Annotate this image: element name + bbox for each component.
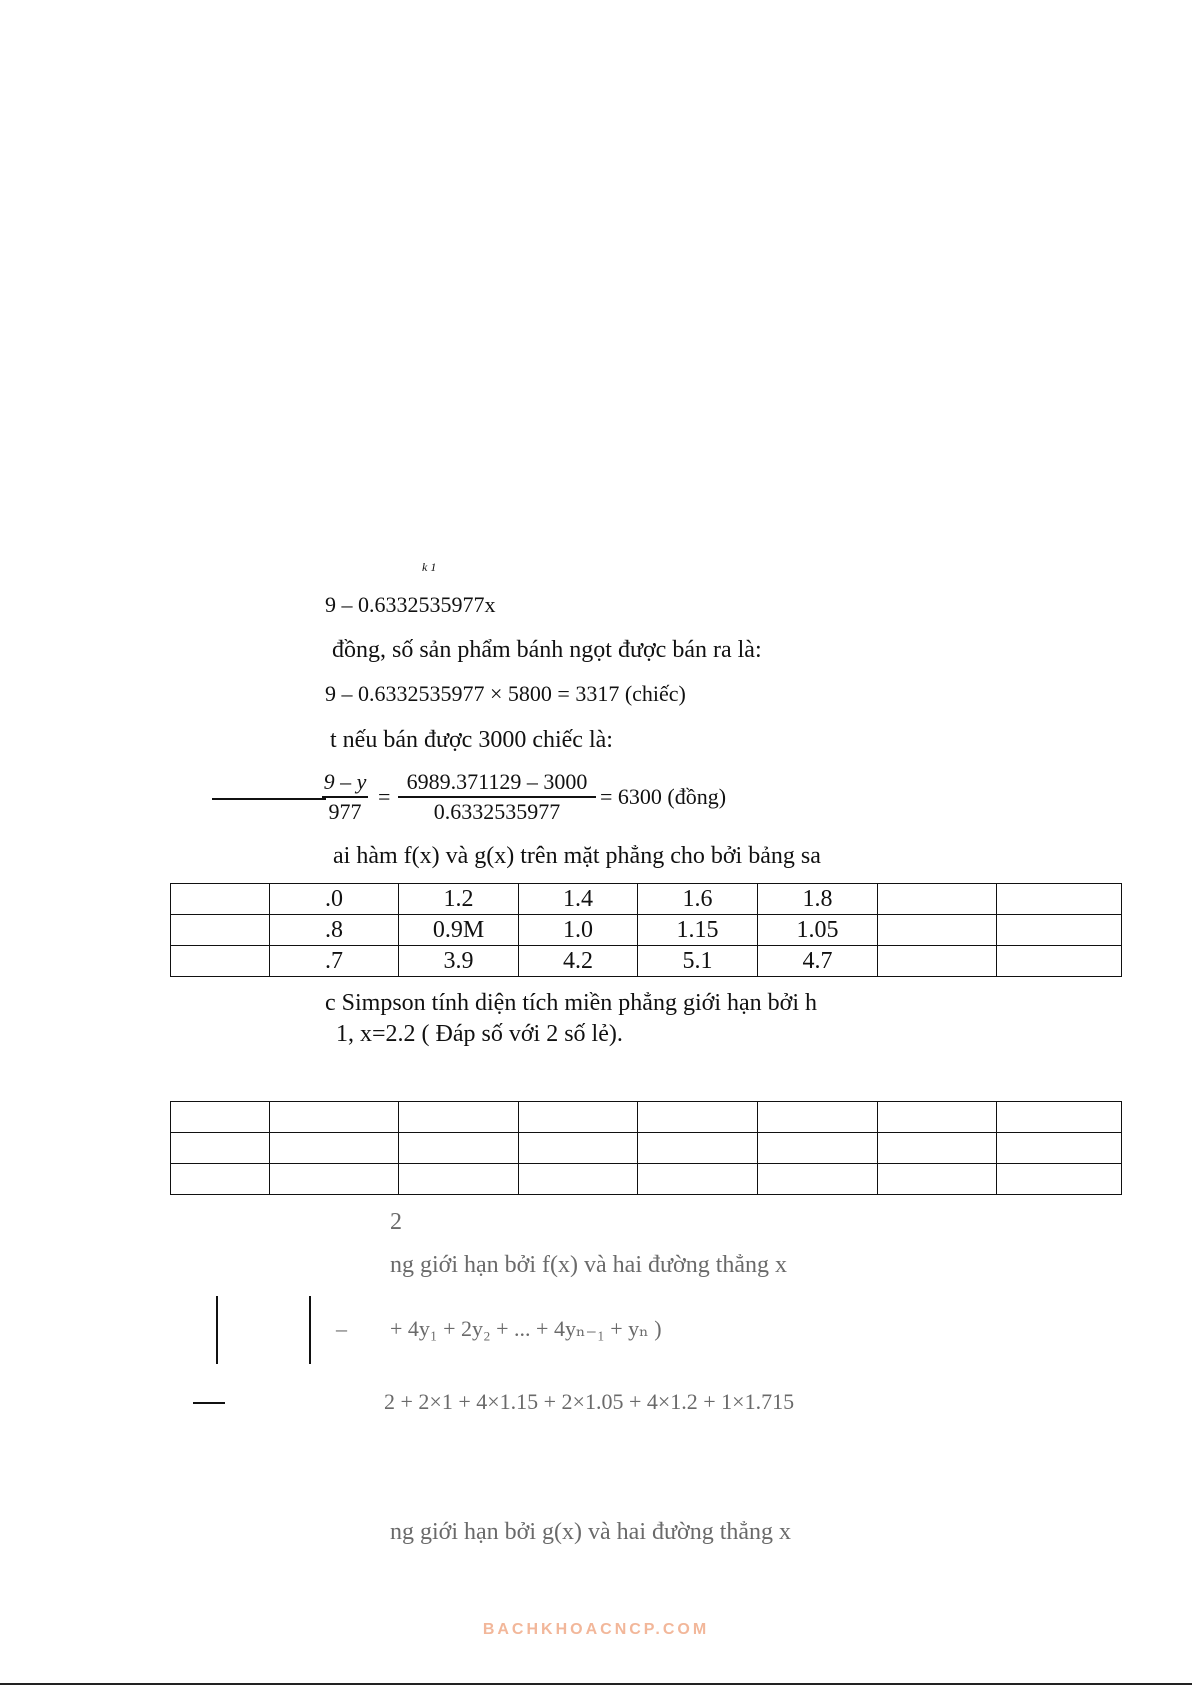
table-cell: 1.0 bbox=[519, 915, 638, 946]
table-row bbox=[171, 884, 1122, 915]
table-cell bbox=[399, 1102, 519, 1133]
table-cell bbox=[399, 1133, 519, 1164]
table-cell bbox=[997, 1164, 1122, 1195]
table-row bbox=[171, 915, 1122, 946]
table-cell bbox=[270, 1102, 399, 1133]
table-cell bbox=[878, 946, 997, 977]
table-cell bbox=[758, 1133, 878, 1164]
table-cell: 1.05 bbox=[758, 915, 878, 946]
simpson-formula: + 4y₁ + 2y₂ + ... + 4yₙ₋₁ + yₙ ) bbox=[390, 1316, 662, 1341]
simpson-calculation: 2 + 2×1 + 4×1.15 + 2×1.05 + 4×1.2 + 1×1.715 bbox=[384, 1389, 795, 1414]
table-cell bbox=[878, 1102, 997, 1133]
table-cell: 1.6 bbox=[638, 884, 758, 915]
number-two: 2 bbox=[390, 1209, 402, 1235]
table-cell bbox=[758, 1102, 878, 1133]
fraction-leading-rule bbox=[212, 798, 326, 800]
table-cell bbox=[878, 1133, 997, 1164]
table-row bbox=[171, 1133, 1122, 1164]
fraction-2-numerator: 6989.371129 – 3000 bbox=[406, 769, 588, 794]
table-cell bbox=[997, 1133, 1122, 1164]
table-cell bbox=[519, 1164, 638, 1195]
text-simpson-line-1: c Simpson tính diện tích miền phẳng giới hạn bởi h bbox=[325, 990, 817, 1016]
table-cell: 4.7 bbox=[758, 946, 878, 977]
left-bracket-line bbox=[216, 1296, 218, 1364]
table-cell bbox=[638, 1102, 758, 1133]
fraction-1-numerator: 9 – y bbox=[323, 769, 367, 794]
fraction-1-denominator: 977 bbox=[328, 798, 362, 824]
table-cell bbox=[399, 1164, 519, 1195]
table-cell: 1.8 bbox=[758, 884, 878, 915]
text-sell-line: t nếu bán được 3000 chiếc là: bbox=[330, 727, 613, 753]
text-price-line: đồng, số sản phẩm bánh ngọt được bán ra là: bbox=[332, 637, 762, 663]
table-cell bbox=[997, 946, 1122, 977]
empty-table bbox=[170, 1101, 1122, 1195]
table-cell bbox=[878, 915, 997, 946]
table-cell: .0 bbox=[270, 884, 399, 915]
fraction-1 bbox=[322, 768, 368, 826]
table-cell: 1.4 bbox=[519, 884, 638, 915]
table-cell: 5.1 bbox=[638, 946, 758, 977]
table-cell bbox=[519, 1133, 638, 1164]
superscript-k1: k 1 bbox=[422, 560, 437, 574]
table-cell bbox=[638, 1164, 758, 1195]
table-cell bbox=[519, 1102, 638, 1133]
fraction-2 bbox=[398, 768, 596, 826]
table-cell bbox=[878, 1164, 997, 1195]
fraction-short-rule bbox=[193, 1402, 225, 1404]
table-cell: 3.9 bbox=[399, 946, 519, 977]
table-cell bbox=[638, 1133, 758, 1164]
table-cell bbox=[171, 946, 270, 977]
equation-result: = 6300 (đồng) bbox=[600, 784, 727, 809]
table-cell bbox=[171, 1102, 270, 1133]
table-cell: 1.15 bbox=[638, 915, 758, 946]
equals-sign: = bbox=[378, 784, 391, 809]
table-cell: 1.2 bbox=[399, 884, 519, 915]
table-row bbox=[171, 1164, 1122, 1195]
table-row bbox=[171, 1102, 1122, 1133]
table-cell bbox=[758, 1164, 878, 1195]
fraction-2-denominator: 0.6332535977 bbox=[433, 798, 561, 824]
values-table bbox=[170, 883, 1122, 977]
text-area-gx: ng giới hạn bởi g(x) và hai đường thẳng x bbox=[390, 1519, 792, 1545]
table-cell bbox=[270, 1133, 399, 1164]
table-cell bbox=[171, 884, 270, 915]
right-bracket-line bbox=[309, 1296, 311, 1364]
table-row bbox=[171, 946, 1122, 977]
table-cell bbox=[997, 1102, 1122, 1133]
text-simpson-line-2: 1, x=2.2 ( Đáp số với 2 số lẻ). bbox=[336, 1021, 623, 1047]
table-cell: 0.9M bbox=[399, 915, 519, 946]
formula-dash: – bbox=[336, 1316, 347, 1341]
table-cell bbox=[171, 1133, 270, 1164]
table-cell bbox=[997, 884, 1122, 915]
watermark: BACHKHOACNCP.COM bbox=[482, 1621, 710, 1638]
table-cell: 4.2 bbox=[519, 946, 638, 977]
table-cell bbox=[997, 915, 1122, 946]
table-cell bbox=[878, 884, 997, 915]
table-cell bbox=[171, 915, 270, 946]
table-cell bbox=[270, 1164, 399, 1195]
equation-line-1: 9 – 0.6332535977x bbox=[325, 592, 496, 617]
table-cell bbox=[171, 1164, 270, 1195]
text-area-fx: ng giới hạn bởi f(x) và hai đường thẳng x bbox=[390, 1252, 788, 1278]
equation-line-2: 9 – 0.6332535977 × 5800 = 3317 (chiếc) bbox=[325, 681, 686, 706]
table-cell: .7 bbox=[270, 946, 399, 977]
text-table-intro: ai hàm f(x) và g(x) trên mặt phẳng cho bởi bảng sa bbox=[333, 843, 821, 869]
table-cell: .8 bbox=[270, 915, 399, 946]
